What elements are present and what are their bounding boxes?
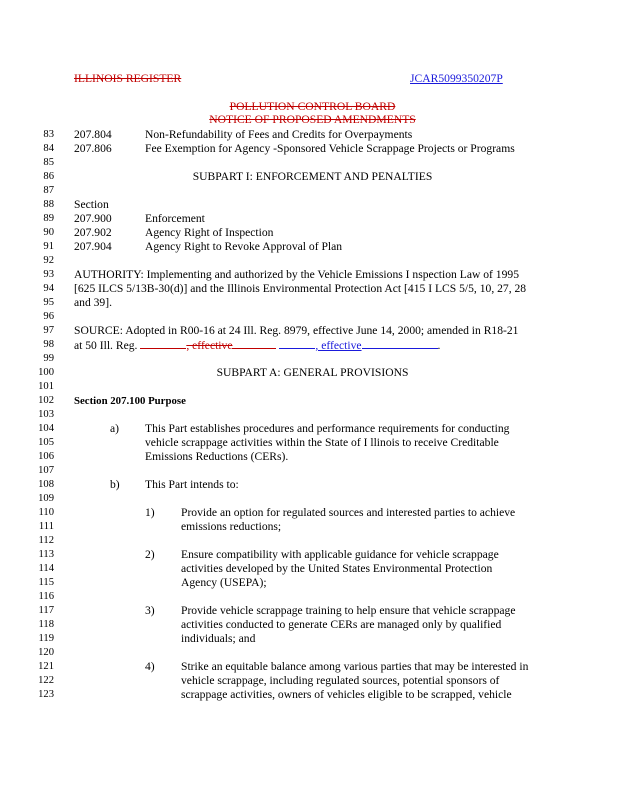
body-text: activities developed by the United States Environmental Protection <box>181 562 493 575</box>
line-number: 95 <box>43 297 54 308</box>
line-number: 115 <box>38 577 54 588</box>
line-number: 102 <box>38 395 54 406</box>
line-number: 90 <box>43 227 54 238</box>
body-text: vehicle scrappage, including regulated sources, potential sponsors of <box>181 674 500 687</box>
body-text: activities conducted to generate CERs are managed only by qualified <box>181 618 502 631</box>
body-text: This Part establishes procedures and performance requirements for conducting <box>145 422 510 435</box>
body-text: scrappage activities, owners of vehicles eligible to be scrapped, vehicle <box>181 688 512 701</box>
line-number: 91 <box>43 241 54 252</box>
deleted-blank <box>232 338 276 349</box>
line-number: 83 <box>43 129 54 140</box>
body-text: This Part intends to: <box>145 478 239 491</box>
line-number: 97 <box>43 325 54 336</box>
line-number: 111 <box>38 521 54 532</box>
item-marker: a) <box>110 422 120 435</box>
section-number: 207.804 <box>74 128 112 141</box>
source-prefix: at 50 Ill. Reg. <box>74 339 141 352</box>
section-number: 207.806 <box>74 142 112 155</box>
line-number: 123 <box>38 689 54 700</box>
source-end: . <box>437 339 441 352</box>
deleted-effective: , effective <box>186 339 233 352</box>
line-number: 84 <box>43 143 54 154</box>
body-text: Provide vehicle scrappage training to help ensure that vehicle scrappage <box>181 604 516 617</box>
line-number: 98 <box>43 339 54 350</box>
line-number: 105 <box>38 437 54 448</box>
section-title: Agency Right of Inspection <box>145 226 274 239</box>
line-number: 108 <box>38 479 54 490</box>
line-number: 107 <box>38 465 54 476</box>
line-number: 89 <box>43 213 54 224</box>
line-number: 93 <box>43 269 54 280</box>
board-name: POLLUTION CONTROL BOARD <box>229 100 396 113</box>
line-number: 110 <box>38 507 54 518</box>
section-number: 207.902 <box>74 226 112 239</box>
source-text: SOURCE: Adopted in R00-16 at 24 Ill. Reg. 8979, effective June 14, 2000; amended in R18-21 <box>74 324 519 337</box>
section-number: 207.900 <box>74 212 112 225</box>
section-number: 207.904 <box>74 240 112 253</box>
line-number: 96 <box>43 311 54 322</box>
jcar-code: JCAR5099350207P <box>410 72 503 85</box>
line-number: 101 <box>38 381 54 392</box>
section-title: Fee Exemption for Agency -Sponsored Vehicle Scrappage Projects or Programs <box>145 142 515 155</box>
line-number: 112 <box>38 535 54 546</box>
line-number: 113 <box>38 549 54 560</box>
line-number: 100 <box>38 367 54 378</box>
authority-text: and 39]. <box>74 296 112 309</box>
register-title: ILLINOIS REGISTER <box>74 72 182 85</box>
line-number: 122 <box>38 675 54 686</box>
line-number: 92 <box>43 255 54 266</box>
section-label: Section <box>74 198 109 211</box>
line-number: 121 <box>38 661 54 672</box>
line-number: 106 <box>38 451 54 462</box>
deleted-blank <box>140 338 186 349</box>
source-amendment-line <box>74 338 440 353</box>
subpart-heading: SUBPART I: ENFORCEMENT AND PENALTIES <box>192 170 433 183</box>
inserted-blank <box>362 338 438 349</box>
line-number: 120 <box>38 647 54 658</box>
line-number: 119 <box>38 633 54 644</box>
section-title: Non-Refundability of Fees and Credits for Overpayments <box>145 128 413 141</box>
body-text: Ensure compatibility with applicable guidance for vehicle scrappage <box>181 548 499 561</box>
item-marker: 4) <box>145 660 155 673</box>
notice-title: NOTICE OF PROPOSED AMENDMENTS <box>209 113 416 126</box>
body-text: Strike an equitable balance among various parties that may be interested in <box>181 660 529 673</box>
item-marker: 3) <box>145 604 155 617</box>
body-text: vehicle scrappage activities within the State of I llinois to receive Creditable <box>145 436 499 449</box>
line-number: 88 <box>43 199 54 210</box>
line-number: 86 <box>43 171 54 182</box>
authority-text: AUTHORITY: Implementing and authorized by the Vehicle Emissions I nspection Law of 1995 <box>74 268 519 281</box>
line-number: 116 <box>38 591 54 602</box>
section-title: Agency Right to Revoke Approval of Plan <box>145 240 343 253</box>
item-marker: 1) <box>145 506 155 519</box>
section-title: Enforcement <box>145 212 205 225</box>
body-text: Provide an option for regulated sources and interested parties to achieve <box>181 506 516 519</box>
inserted-effective: , effective <box>315 339 362 352</box>
line-number: 99 <box>43 353 54 364</box>
body-text: individuals; and <box>181 632 256 645</box>
line-number: 104 <box>38 423 54 434</box>
body-text: emissions reductions; <box>181 520 282 533</box>
subpart-heading: SUBPART A: GENERAL PROVISIONS <box>216 366 409 379</box>
line-number: 103 <box>38 409 54 420</box>
body-text: Agency (USEPA); <box>181 576 267 589</box>
item-marker: b) <box>110 478 120 491</box>
authority-text: [625 ILCS 5/13B-30(d)] and the Illinois Environmental Protection Act [415 I LCS 5/5, 10, 27, 28 <box>74 282 527 295</box>
line-number: 117 <box>38 605 54 616</box>
line-number: 85 <box>43 157 54 168</box>
line-number: 109 <box>38 493 54 504</box>
item-marker: 2) <box>145 548 155 561</box>
line-number: 118 <box>38 619 54 630</box>
body-text: Emissions Reductions (CERs). <box>145 450 289 463</box>
line-number: 94 <box>43 283 54 294</box>
line-number: 114 <box>38 563 54 574</box>
section-heading: Section 207.100 Purpose <box>74 395 186 407</box>
inserted-blank <box>279 338 315 349</box>
line-number: 87 <box>43 185 54 196</box>
